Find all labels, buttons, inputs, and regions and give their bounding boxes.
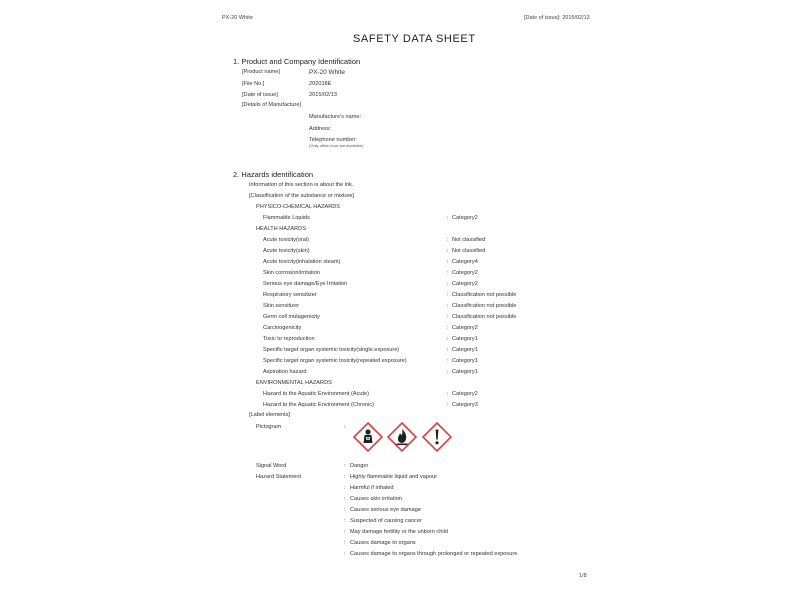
product-name-value: PX-20 White	[309, 69, 345, 76]
flame-icon	[387, 422, 417, 452]
telephone-note: (Only office hour are available)	[309, 143, 364, 148]
row-separator: :	[447, 402, 449, 408]
row-separator: :	[447, 325, 449, 331]
details-of-manufacture-label: [Details of Manufacture]	[242, 102, 302, 108]
row-separator: :	[344, 518, 346, 524]
header-date: [Date of issue]: 2015/02/13	[524, 15, 590, 21]
hazard-row-value: Classification not possible	[452, 303, 517, 309]
label-elements-label: [Label elements]	[249, 412, 291, 418]
row-separator: :	[447, 347, 449, 353]
row-separator: :	[344, 463, 346, 469]
hazard-statement-item: Causes skin irritation	[350, 496, 402, 502]
row-separator: :	[344, 551, 346, 557]
hazard-row-item: Skin sensitizer	[263, 303, 300, 309]
row-separator: :	[344, 485, 346, 491]
hazard-row-item: Flammable Liquids	[263, 215, 310, 221]
hazard-row-item: Hazard to the Aquatic Environment (Chronic)	[263, 402, 374, 408]
row-separator: :	[344, 540, 346, 546]
hazard-row-item: Toxic to reproduction	[263, 336, 315, 342]
group-heading-environmental: ENVIRONMENTAL HAZARDS	[256, 380, 332, 386]
row-separator: :	[447, 259, 449, 265]
hazard-row-value: Category3	[452, 402, 478, 408]
hazard-row-item: Serious eye damage/Eye Irritation	[263, 281, 348, 287]
hazard-row-item: Respiratory sensitizer	[263, 292, 317, 298]
hazard-statement-item: Highly flammable liquid and vapour	[350, 474, 438, 480]
section-2-intro: Information of this section is about the ink.	[249, 182, 354, 188]
hazard-row-value: Category1	[452, 369, 478, 375]
row-separator: :	[447, 215, 449, 221]
hazard-row-item: Hazard to the Aquatic Environment (Acute)	[263, 391, 370, 397]
row-separator: :	[344, 529, 346, 535]
row-separator: :	[344, 507, 346, 513]
group-heading-physico-chemical: PHYSICO-CHEMICAL HAZARDS	[256, 204, 341, 210]
hazard-row-item: Acute toxicity(skin)	[263, 248, 310, 254]
page-number: 1/8	[579, 573, 587, 579]
hazard-row-value: Category1	[452, 347, 478, 353]
signal-word-label: Signal Word	[256, 463, 287, 469]
hazard-statement-item: Causes damage to organs through prolonged or repeated exposure	[350, 551, 518, 557]
group-heading-health: HEALTH HAZARDS	[256, 226, 306, 232]
hazard-row-value: Category2	[452, 215, 478, 221]
row-separator: :	[447, 237, 449, 243]
exclamation-icon	[422, 422, 452, 452]
row-separator: :	[447, 391, 449, 397]
file-no-value: 202018E	[309, 81, 332, 87]
hazard-row-value: Category2	[452, 281, 478, 287]
row-separator: :	[447, 292, 449, 298]
hazard-row-item: Germ cell mutagenicity	[263, 314, 320, 320]
date-of-issue-label: [Date of issue]	[242, 92, 278, 98]
header-product: PX-20 White	[222, 15, 253, 21]
health-hazard-icon	[353, 422, 383, 452]
hazard-row-item: Acute toxicity(inhalation steam)	[263, 259, 341, 265]
hazard-statement-item: May damage fertility or the unborn child	[350, 529, 448, 535]
hazard-statement-item: Causes damage to organs	[350, 540, 416, 546]
row-separator: :	[447, 358, 449, 364]
row-separator: :	[447, 369, 449, 375]
row-separator: :	[447, 314, 449, 320]
hazard-row-item: Aspiration hazard	[263, 369, 307, 375]
classification-label: [Classification of the substance or mixture]	[249, 193, 355, 199]
hazard-row-value: Classification not possible	[452, 314, 517, 320]
row-separator: :	[344, 496, 346, 502]
hazard-row-item: Carcinogenicity	[263, 325, 302, 331]
row-separator: :	[447, 270, 449, 276]
hazard-statement-label: Hazard Statement	[256, 474, 302, 480]
row-separator: :	[447, 336, 449, 342]
row-separator: :	[447, 281, 449, 287]
hazard-row-item: Specific target organ systemic toxicity(single exposure)	[263, 347, 400, 353]
row-separator: :	[344, 474, 346, 480]
hazard-row-item: Specific target organ systemic toxicity(repeated exposure)	[263, 358, 407, 364]
product-name-label: [Product name]	[242, 69, 280, 75]
telephone-label: Telephone number:	[309, 137, 357, 143]
hazard-row-value: Classification not possible	[452, 292, 517, 298]
row-separator: :	[447, 248, 449, 254]
manufacturer-name-label: Manufacture's name:	[309, 114, 362, 120]
hazard-row-value: Not classified	[452, 248, 486, 254]
document-title: SAFETY DATA SHEET	[353, 33, 476, 45]
hazard-statement-item: Causes serious eye damage	[350, 507, 421, 513]
row-separator: :	[344, 424, 346, 430]
hazard-row-value: Category1	[452, 358, 478, 364]
hazard-row-value: Category1	[452, 336, 478, 342]
hazard-row-item: Acute toxicity(oral)	[263, 237, 310, 243]
pictogram-label: Pictogram	[256, 424, 282, 430]
row-separator: :	[447, 303, 449, 309]
section-1-heading: 1. Product and Company Identification	[233, 57, 361, 66]
file-no-label: [File No.]	[242, 81, 265, 87]
hazard-row-item: Skin corrosion/irritation	[263, 270, 320, 276]
section-2-heading: 2. Hazards identification	[233, 170, 314, 179]
hazard-row-value: Category4	[452, 259, 478, 265]
hazard-statement-item: Harmful if inhaled	[350, 485, 394, 491]
address-label: Address:	[309, 126, 332, 132]
hazard-statement-item: Suspected of causing cancer	[350, 518, 422, 524]
hazard-row-value: Category2	[452, 391, 478, 397]
hazard-row-value: Category2	[452, 270, 478, 276]
date-of-issue-value: 2015/02/13	[309, 92, 337, 98]
hazard-row-value: Not classified	[452, 237, 486, 243]
signal-word-value: Danger	[350, 463, 369, 469]
hazard-row-value: Category2	[452, 325, 478, 331]
